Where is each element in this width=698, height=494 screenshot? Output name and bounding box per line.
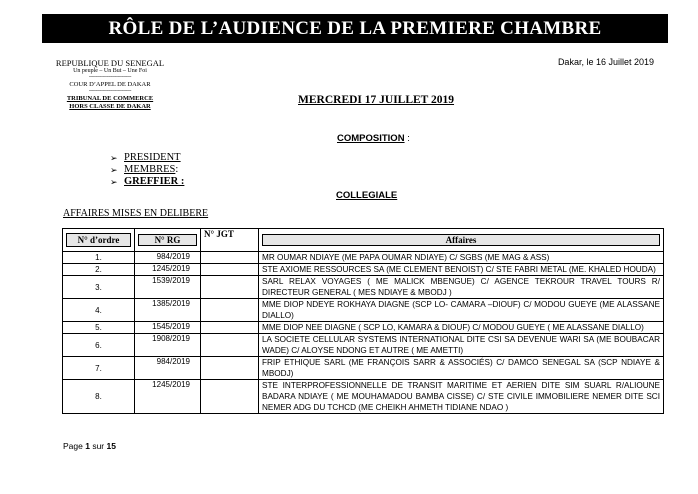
row-rg: 984/2019 <box>135 252 201 264</box>
composition-label: COMPOSITION <box>337 133 405 144</box>
row-rg: 1545/2019 <box>135 322 201 334</box>
cases-table <box>62 228 664 414</box>
role-colon: : <box>175 164 179 175</box>
row-rg: 1385/2019 <box>135 299 201 322</box>
motto-label: Un peuple – Un But – Une Foi <box>73 68 147 74</box>
row-affaire: MME DIOP NDEYE ROKHAYA DIAGNE (SCP LO- CAMARA –DIOUF) C/ MODOU GUEYE (ME ALASSANE DIALLO) <box>259 299 664 322</box>
page-footer <box>63 441 116 451</box>
row-rg: 1539/2019 <box>135 276 201 299</box>
row-number: 6. <box>63 334 135 357</box>
footer-page-word: Page <box>63 441 86 451</box>
row-number: 8. <box>63 380 135 414</box>
row-rg: 984/2019 <box>135 357 201 380</box>
hearing-day: MERCREDI 17 JUILLET 2019 <box>298 94 455 106</box>
table-row <box>63 276 664 299</box>
table-row <box>63 322 664 334</box>
row-number: 4. <box>63 299 135 322</box>
header-affaires <box>259 229 664 252</box>
footer-page-number: 1 <box>85 441 90 451</box>
separator-line: ------------------------------- <box>88 75 132 80</box>
republic-label: REPUBLIQUE DU SENEGAL <box>55 58 165 68</box>
separator-line: ------------------------------- <box>88 89 132 94</box>
arrow-bullet-icon: ➢ <box>110 177 118 187</box>
role-label: MEMBRES <box>124 164 176 175</box>
row-affaire: SARL RELAX VOYAGES ( ME MALICK MBENGUE) C/ AGENCE TEKROUR TRAVEL TOURS R/ DIRECTEUR GENERAL ( MES NDIAYE & MBODJ ) <box>259 276 664 299</box>
header-rg-label: N° RG <box>138 234 197 246</box>
row-jgt <box>201 357 259 380</box>
row-rg: 1245/2019 <box>135 380 201 414</box>
table-row <box>63 264 664 276</box>
role-item-greffier <box>110 176 184 188</box>
row-jgt <box>201 334 259 357</box>
issuer-header <box>55 58 165 111</box>
footer-sur: sur <box>89 441 107 451</box>
row-jgt <box>201 264 259 276</box>
role-item-membres <box>110 164 184 176</box>
role-label: GREFFIER : <box>124 176 185 187</box>
row-number: 2. <box>63 264 135 276</box>
table-row <box>63 299 664 322</box>
header-ordre <box>63 229 135 252</box>
row-affaire: STE INTERPROFESSIONNELLE DE TRANSIT MARITIME ET AERIEN DITE SIM SUARL R/ALIOUNE BADARA NDIAYE ( ME MOUHAMADOU BAMBA CISSE) C/ STE CIVILE IMMOBILIERE NEMER DITE SCI NEMER ADG DU TCHCD (ME CHEIKH AHMETH TIDIANE NDAO ) <box>259 380 664 414</box>
row-rg: 1908/2019 <box>135 334 201 357</box>
row-jgt <box>201 276 259 299</box>
header-rg <box>135 229 201 252</box>
composition-colon: : <box>404 133 410 144</box>
table-row <box>63 380 664 414</box>
row-rg: 1245/2019 <box>135 264 201 276</box>
row-affaire: LA SOCIETE CELLULAR SYSTEMS INTERNATIONAL DITE CSI SA DEVENUE WARI SA (ME BOUBACAR WADE) C/ ALOYSE NDONG ET AUTRE ( ME AMETTI) <box>259 334 664 357</box>
row-number: 7. <box>63 357 135 380</box>
composition-heading <box>337 133 410 144</box>
table-row <box>63 334 664 357</box>
page-banner-title: RÔLE DE L’AUDIENCE DE LA PREMIERE CHAMBRE <box>42 14 668 43</box>
court-label: COUR D’APPEL DE DAKAR <box>69 81 151 88</box>
footer-total-pages: 15 <box>106 441 116 451</box>
collegiale-heading: COLLEGIALE <box>336 190 398 201</box>
arrow-bullet-icon: ➢ <box>110 153 118 163</box>
role-item-president <box>110 152 184 164</box>
row-affaire: MME DIOP NEE DIAGNE ( SCP LO, KAMARA & DIOUF) C/ MODOU GUEYE ( ME ALASSANE DIALLO) <box>259 322 664 334</box>
row-jgt <box>201 252 259 264</box>
arrow-bullet-icon: ➢ <box>110 165 118 175</box>
table-header-row <box>63 229 664 252</box>
row-number: 1. <box>63 252 135 264</box>
row-number: 5. <box>63 322 135 334</box>
document-date: Dakar, le 16 Juillet 2019 <box>557 57 654 67</box>
header-jgt-label: N° JGT <box>204 229 255 239</box>
row-jgt <box>201 380 259 414</box>
header-affaires-label: Affaires <box>262 234 660 246</box>
row-affaire: FRIP ETHIQUE SARL (ME FRANÇOIS SARR & ASSOCIÉS) C/ DAMCO SENEGAL SA (SCP NDIAYE & MBODJ) <box>259 357 664 380</box>
table-row <box>63 357 664 380</box>
row-number: 3. <box>63 276 135 299</box>
section-title: AFFAIRES MISES EN DELIBERE <box>63 208 209 219</box>
row-jgt <box>201 299 259 322</box>
row-affaire: STE AXIOME RESSOURCES SA (ME CLEMENT BENOIST) C/ STE FABRI METAL (ME. KHALED HOUDA) <box>259 264 664 276</box>
row-affaire: MR OUMAR NDIAYE (ME PAPA OUMAR NDIAYE) C/ SGBS (ME MAG & ASS) <box>259 252 664 264</box>
row-jgt <box>201 322 259 334</box>
header-ordre-label: N° d’ordre <box>66 233 131 247</box>
role-list <box>110 152 184 188</box>
tribunal-label-1: TRIBUNAL DE COMMERCE <box>66 95 154 102</box>
table-row <box>63 252 664 264</box>
role-label: PRESIDENT <box>124 152 181 163</box>
header-jgt <box>201 229 259 252</box>
tribunal-label-2: HORS CLASSE DE DAKAR <box>69 103 151 110</box>
